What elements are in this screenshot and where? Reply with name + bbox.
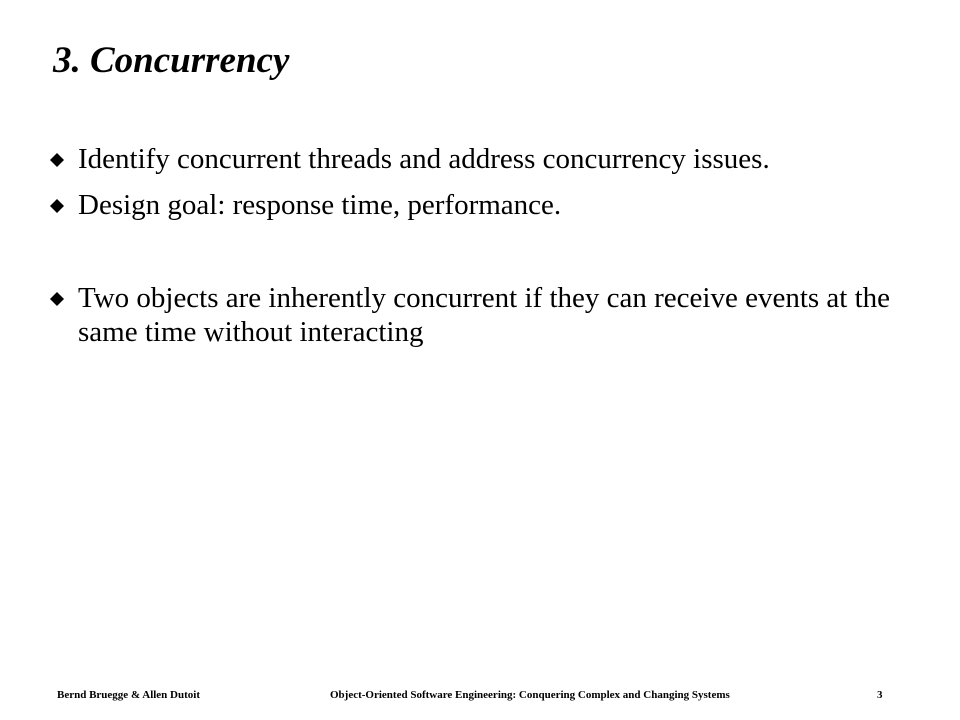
diamond-bullet-icon: [50, 292, 64, 306]
slide-title: 3. Concurrency: [53, 40, 290, 81]
diamond-bullet-icon: [50, 153, 64, 167]
bullet-text: Two objects are inherently concurrent if they can receive events at the same time without interacting: [78, 282, 891, 348]
footer-book-title: Object-Oriented Software Engineering: Conquering Complex and Changing Systems: [330, 689, 730, 701]
bullet-text: Identify concurrent threads and address concurrency issues.: [78, 143, 770, 175]
bullet-text: Design goal: response time, performance.: [78, 189, 562, 221]
page-number: 3: [877, 689, 883, 701]
footer-authors: Bernd Bruegge & Allen Dutoit: [57, 689, 200, 701]
bullet-item: [50, 188, 910, 222]
bullet-item: [50, 281, 910, 349]
bullet-item: [50, 142, 910, 176]
diamond-bullet-icon: [50, 199, 64, 213]
